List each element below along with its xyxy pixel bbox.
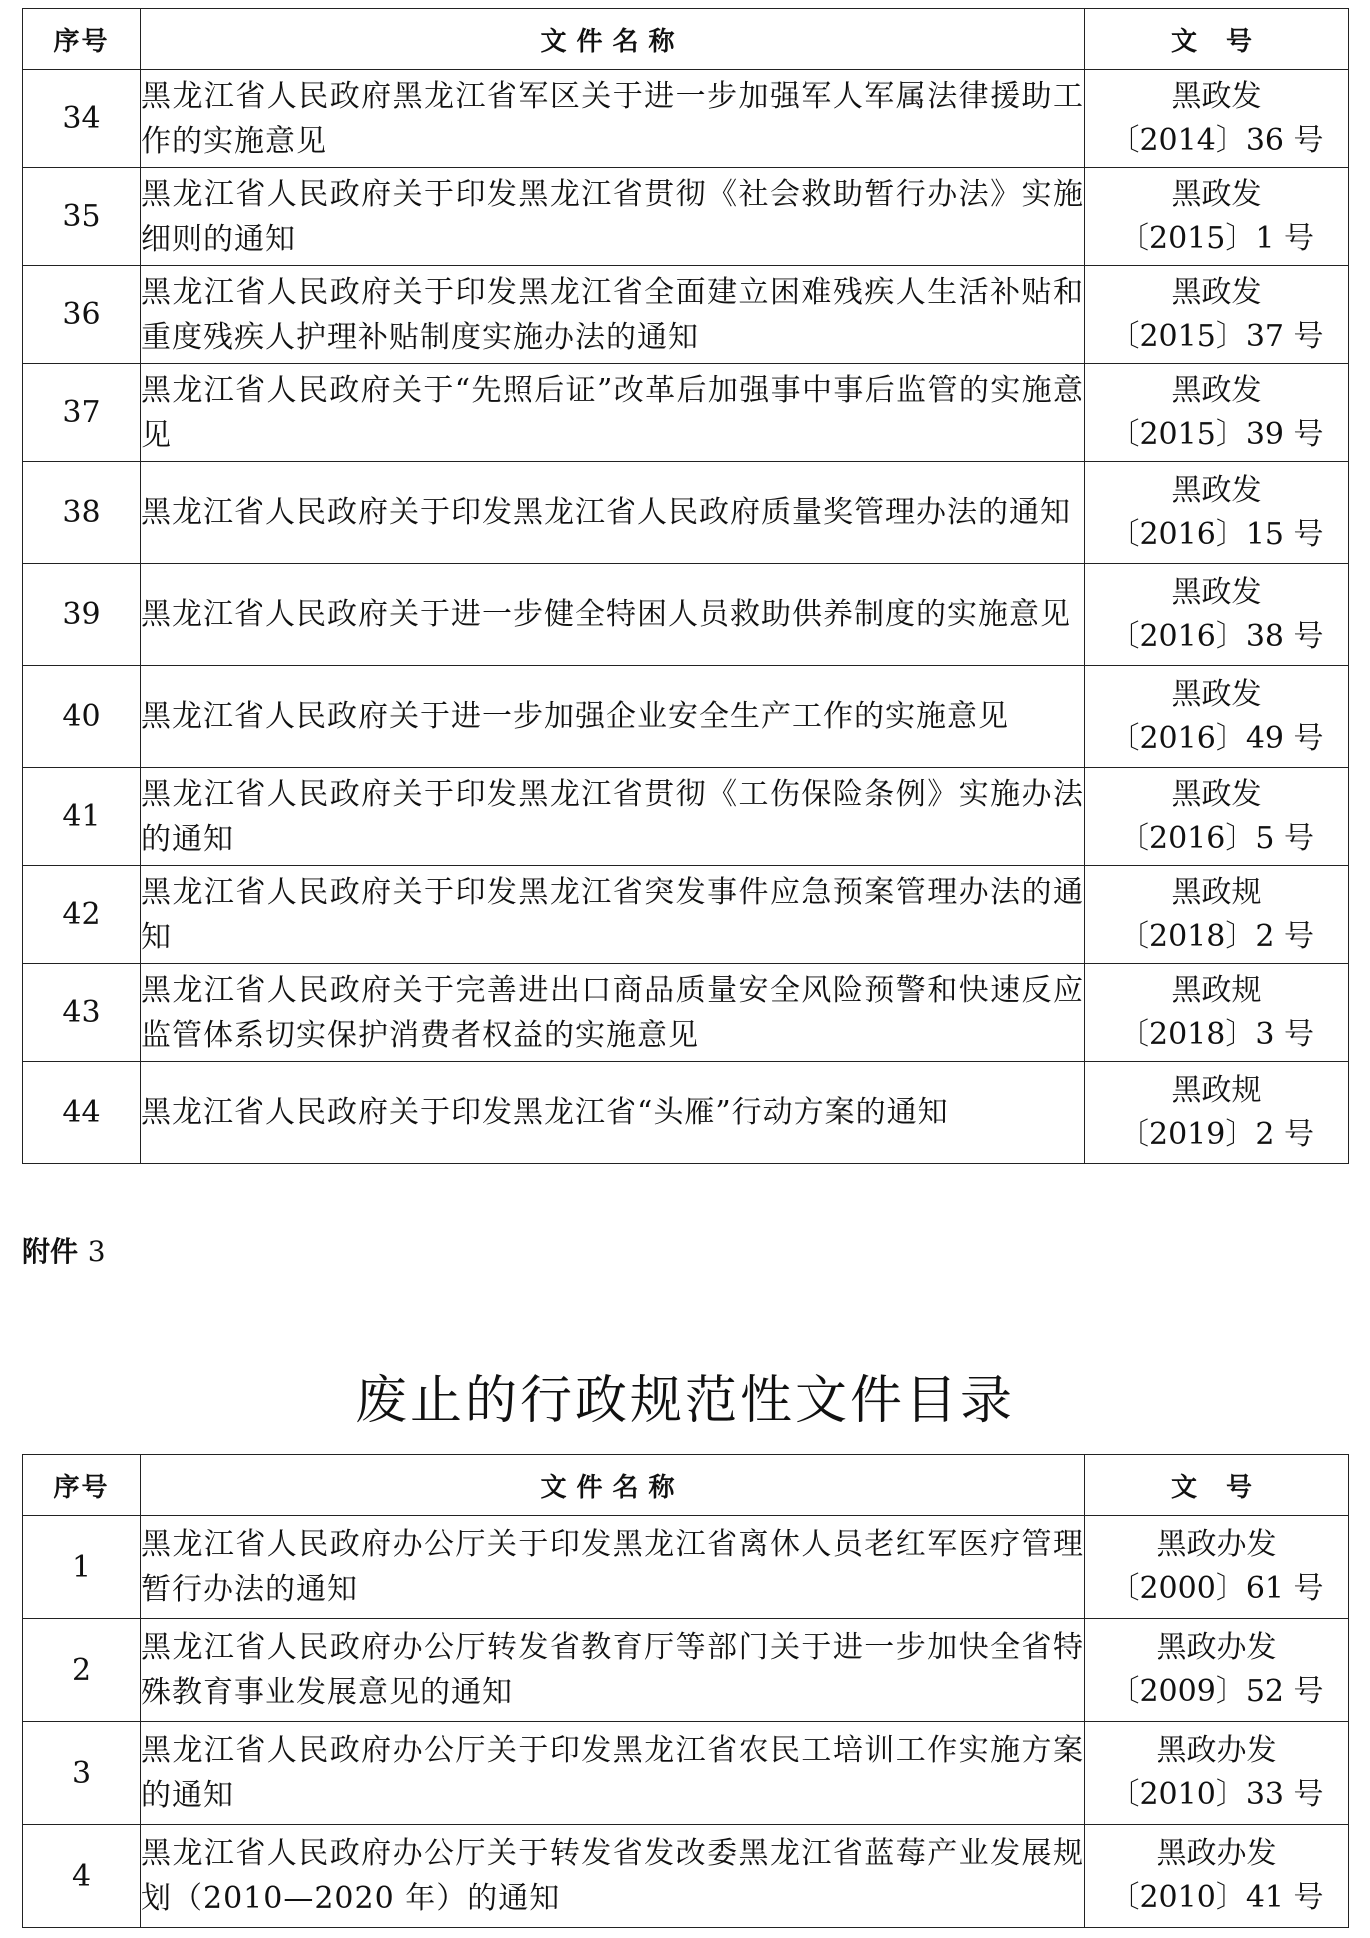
row-seq: 42 — [23, 866, 141, 964]
table-row — [23, 666, 1349, 768]
table-row — [23, 462, 1349, 564]
row-name: 黑龙江省人民政府关于进一步健全特困人员救助供养制度的实施意见 — [141, 564, 1085, 666]
doc-prefix: 黑政发 — [1171, 676, 1262, 712]
doc-issue: 〔2015〕1 号 — [1119, 220, 1314, 256]
doc-issue: 〔2015〕37 号 — [1109, 318, 1324, 354]
row-name: 黑龙江省人民政府关于印发黑龙江省人民政府质量奖管理办法的通知 — [141, 462, 1085, 564]
row-name: 黑龙江省人民政府关于印发黑龙江省贯彻《社会救助暂行办法》实施细则的通知 — [141, 168, 1085, 266]
row-number — [1085, 168, 1349, 266]
row-number — [1085, 768, 1349, 866]
doc-prefix: 黑政发 — [1171, 372, 1262, 408]
row-seq: 39 — [23, 564, 141, 666]
row-name: 黑龙江省人民政府关于印发黑龙江省“头雁”行动方案的通知 — [141, 1062, 1085, 1164]
row-seq: 34 — [23, 70, 141, 168]
doc-issue: 〔2016〕15 号 — [1109, 516, 1324, 552]
row-number — [1085, 866, 1349, 964]
row-seq: 37 — [23, 364, 141, 462]
row-seq: 3 — [23, 1722, 141, 1825]
doc-issue: 〔2010〕41 号 — [1109, 1880, 1324, 1915]
row-number — [1085, 1062, 1349, 1164]
doc-issue: 〔2009〕52 号 — [1109, 1674, 1324, 1709]
table-row — [23, 866, 1349, 964]
row-name: 黑龙江省人民政府关于印发黑龙江省全面建立困难残疾人生活补贴和重度残疾人护理补贴制度实施办法的通知 — [141, 266, 1085, 364]
header-name: 文件名称 — [141, 9, 1085, 70]
header-number: 文 号 — [1085, 9, 1349, 70]
doc-issue: 〔2018〕3 号 — [1119, 1016, 1314, 1052]
row-number — [1085, 462, 1349, 564]
doc-prefix: 黑政办发 — [1156, 1836, 1277, 1871]
doc-issue: 〔2010〕33 号 — [1109, 1777, 1324, 1812]
table-row — [23, 1722, 1349, 1825]
table-row — [23, 768, 1349, 866]
doc-prefix: 黑政办发 — [1156, 1630, 1277, 1665]
table-row — [23, 1825, 1349, 1928]
row-name: 黑龙江省人民政府关于完善进出口商品质量安全风险预警和快速反应监管体系切实保护消费者权益的实施意见 — [141, 964, 1085, 1062]
row-number — [1085, 964, 1349, 1062]
row-number — [1085, 266, 1349, 364]
row-seq: 38 — [23, 462, 141, 564]
table-row — [23, 564, 1349, 666]
doc-issue: 〔2019〕2 号 — [1119, 1116, 1314, 1152]
row-seq: 2 — [23, 1619, 141, 1722]
header-name: 文件名称 — [141, 1455, 1085, 1516]
doc-prefix: 黑政办发 — [1156, 1527, 1277, 1562]
doc-issue: 〔2016〕49 号 — [1109, 720, 1324, 756]
row-name: 黑龙江省人民政府关于印发黑龙江省贯彻《工伤保险条例》实施办法的通知 — [141, 768, 1085, 866]
row-seq: 4 — [23, 1825, 141, 1928]
header-number: 文 号 — [1085, 1455, 1349, 1516]
table-row — [23, 70, 1349, 168]
doc-issue: 〔2015〕39 号 — [1109, 416, 1324, 452]
doc-prefix: 黑政发 — [1171, 776, 1262, 812]
table-row — [23, 168, 1349, 266]
table-row — [23, 364, 1349, 462]
table-row — [23, 1619, 1349, 1722]
attachment-label — [22, 1230, 106, 1270]
attachment-text: 附件 — [22, 1235, 79, 1268]
row-name: 黑龙江省人民政府黑龙江省军区关于进一步加强军人军属法律援助工作的实施意见 — [141, 70, 1085, 168]
doc-issue: 〔2014〕36 号 — [1109, 122, 1324, 158]
doc-prefix: 黑政发 — [1171, 274, 1262, 310]
doc-issue: 〔2000〕61 号 — [1109, 1571, 1324, 1606]
doc-issue: 〔2018〕2 号 — [1119, 918, 1314, 954]
row-seq: 43 — [23, 964, 141, 1062]
attachment-number: 3 — [87, 1235, 106, 1268]
row-seq: 1 — [23, 1516, 141, 1619]
row-seq: 44 — [23, 1062, 141, 1164]
row-name: 黑龙江省人民政府办公厅关于印发黑龙江省离休人员老红军医疗管理暂行办法的通知 — [141, 1516, 1085, 1619]
row-seq: 41 — [23, 768, 141, 866]
row-name: 黑龙江省人民政府办公厅转发省教育厅等部门关于进一步加快全省特殊教育事业发展意见的通知 — [141, 1619, 1085, 1722]
row-number — [1085, 1516, 1349, 1619]
row-number — [1085, 1619, 1349, 1722]
row-name: 黑龙江省人民政府办公厅关于印发黑龙江省农民工培训工作实施方案的通知 — [141, 1722, 1085, 1825]
table-header-row — [23, 1455, 1349, 1516]
row-number — [1085, 564, 1349, 666]
row-seq: 40 — [23, 666, 141, 768]
doc-prefix: 黑政规 — [1171, 1072, 1262, 1108]
row-name: 黑龙江省人民政府办公厅关于转发省发改委黑龙江省蓝莓产业发展规划（2010—2020 年）的通知 — [141, 1825, 1085, 1928]
row-name: 黑龙江省人民政府关于印发黑龙江省突发事件应急预案管理办法的通知 — [141, 866, 1085, 964]
table-row — [23, 964, 1349, 1062]
header-seq: 序号 — [23, 1455, 141, 1516]
retained-documents-table — [22, 8, 1349, 1164]
doc-prefix: 黑政规 — [1171, 972, 1262, 1008]
doc-prefix: 黑政规 — [1171, 874, 1262, 910]
row-number — [1085, 364, 1349, 462]
row-number — [1085, 1825, 1349, 1928]
row-seq: 35 — [23, 168, 141, 266]
row-seq: 36 — [23, 266, 141, 364]
doc-prefix: 黑政发 — [1171, 176, 1262, 212]
row-number — [1085, 70, 1349, 168]
doc-prefix: 黑政发 — [1171, 78, 1262, 114]
doc-issue: 〔2016〕5 号 — [1119, 820, 1314, 856]
table-header-row — [23, 9, 1349, 70]
doc-prefix: 黑政发 — [1171, 574, 1262, 610]
doc-issue: 〔2016〕38 号 — [1109, 618, 1324, 654]
table-row — [23, 1516, 1349, 1619]
doc-prefix: 黑政发 — [1171, 472, 1262, 508]
abolished-documents-table — [22, 1454, 1349, 1928]
row-name: 黑龙江省人民政府关于“先照后证”改革后加强事中事后监管的实施意见 — [141, 364, 1085, 462]
row-number — [1085, 1722, 1349, 1825]
row-number — [1085, 666, 1349, 768]
row-name: 黑龙江省人民政府关于进一步加强企业安全生产工作的实施意见 — [141, 666, 1085, 768]
header-seq: 序号 — [23, 9, 141, 70]
section-title: 废止的行政规范性文件目录 — [354, 1371, 1015, 1431]
table-row — [23, 1062, 1349, 1164]
doc-prefix: 黑政办发 — [1156, 1733, 1277, 1768]
table-row — [23, 266, 1349, 364]
